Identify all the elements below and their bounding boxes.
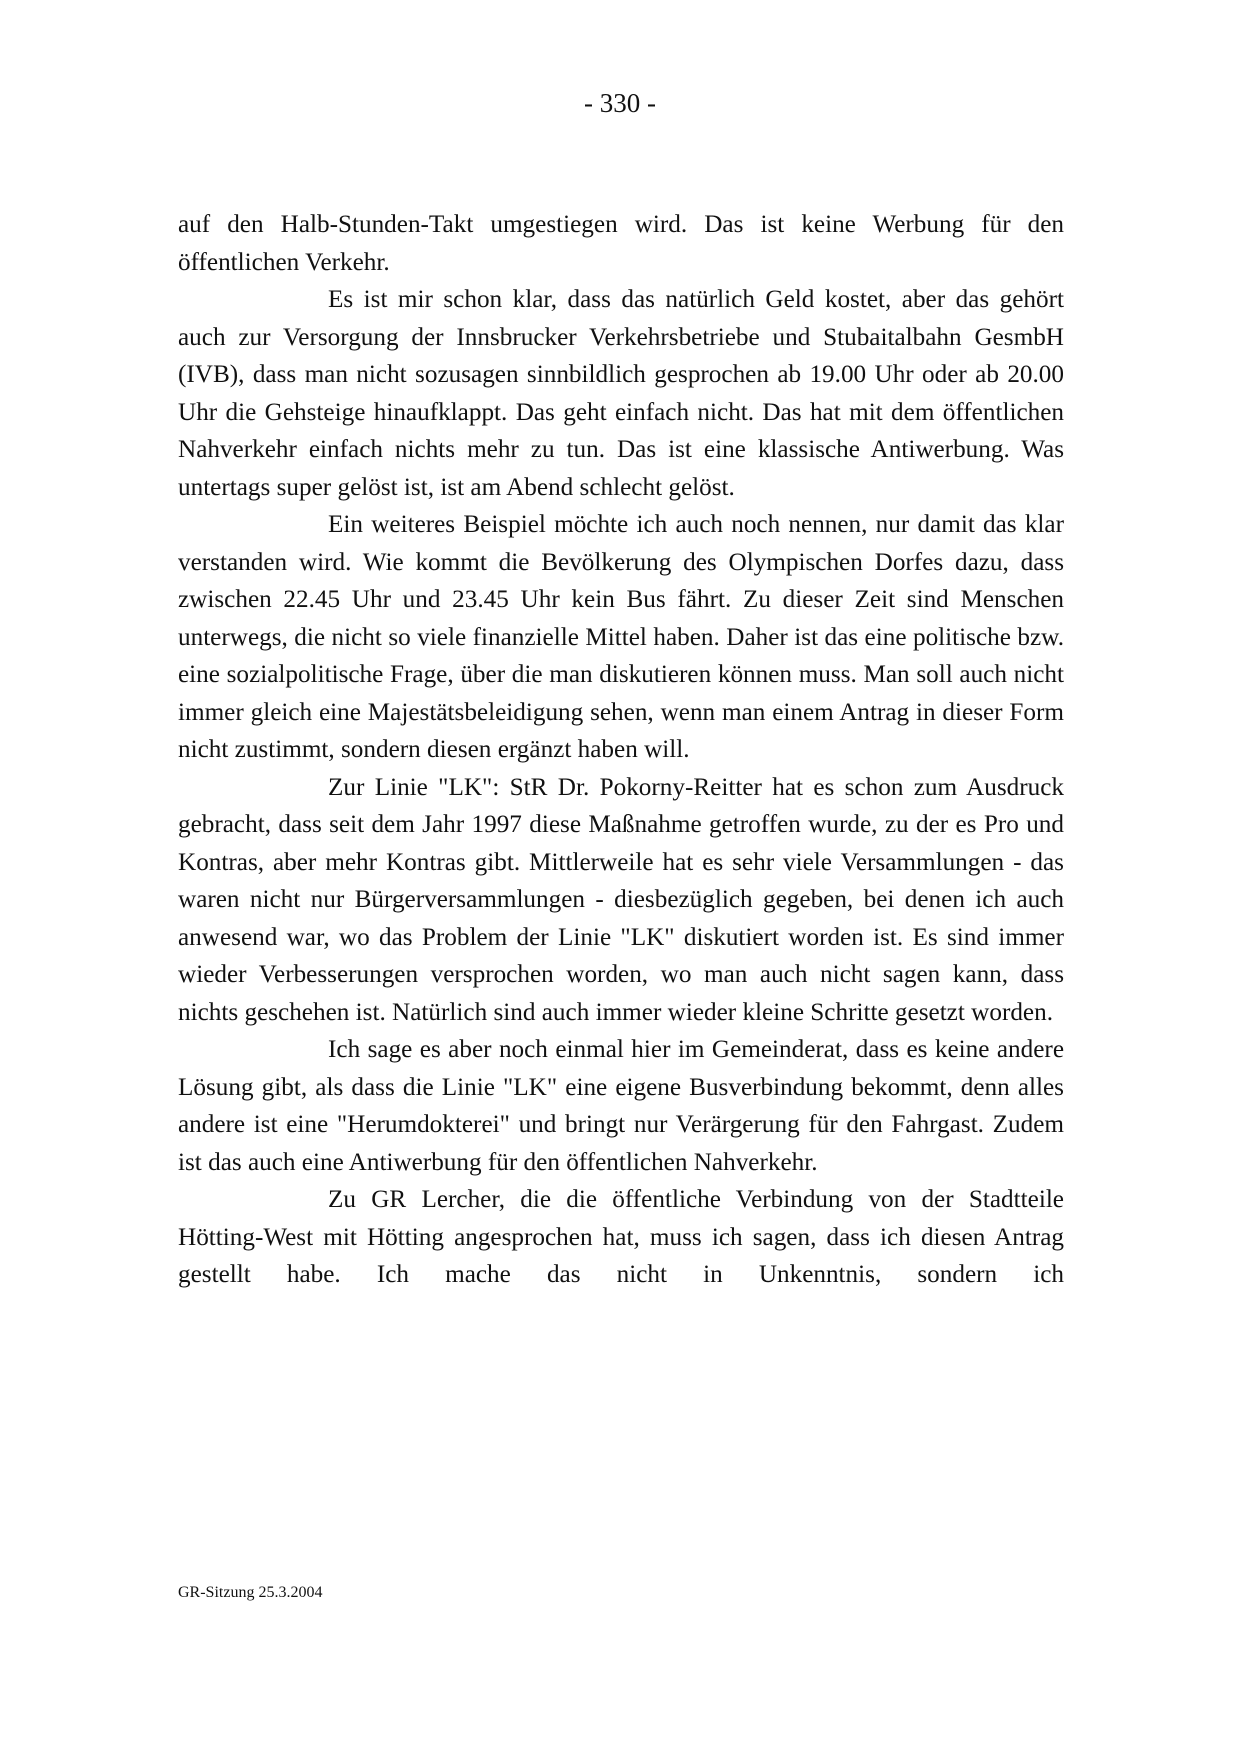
paragraph-3: Ein weiteres Beispiel möchte ich auch noch nennen, nur damit das klar verstanden wird. Wie kommt die Bevölkerung des Olympischen Dorfes dazu, dass zwischen 22.45 Uhr und 23.45 Uhr kein Bus fährt. Zu dieser Zeit sind Menschen unterwegs, die nicht so viele finanzielle Mittel haben. Daher ist das eine politische bzw. eine sozialpolitische Frage, über die man diskutieren können muss. Man soll auch nicht immer gleich eine Majestätsbeleidigung sehen, wenn man einem Antrag in dieser Form nicht zustimmt, sondern diesen ergänzt haben will. — [178, 511, 1064, 763]
page-number: - 330 - — [584, 88, 656, 118]
paragraph-5: Ich sage es aber noch einmal hier im Gemeinderat, dass es keine andere Lösung gibt, als dass die Linie "LK" eine eigene Busverbindung bekommt, denn alles andere ist eine "Herumdokterei" und bringt nur Verärgerung für den Fahrgast. Zudem ist das auch eine Antiwerbung für den öffentlichen Nahverkehr. — [178, 1036, 1064, 1176]
paragraph-1: auf den Halb-Stunden-Takt umgestiegen wird. Das ist keine Werbung für den öffentlichen Verkehr. — [178, 211, 1064, 276]
paragraph-2: Es ist mir schon klar, dass das natürlich Geld kostet, aber das gehört auch zur Versorgung der Innsbrucker Verkehrsbetriebe und Stubaitalbahn GesmbH (IVB), dass man nicht sozusagen sinnbildlich gesprochen ab 19.00 Uhr oder ab 20.00 Uhr die Gehsteige hinaufklappt. Das geht einfach nicht. Das hat mit dem öffentlichen Nahverkehr einfach nichts mehr zu tun. Das ist eine klassische Antiwerbung. Was untertags super gelöst ist, ist am Abend schlecht gelöst. — [178, 286, 1064, 501]
paragraph-6: Zu GR Lercher, die die öffentliche Verbindung von der Stadtteile Hötting-West mit Hötting angesprochen hat, muss ich sagen, dass ich diesen Antrag gestellt habe. Ich mache das nicht in Unkenntnis, sondern ich — [178, 1186, 1064, 1288]
document-body — [178, 206, 1064, 1294]
paragraph-4: Zur Linie "LK": StR Dr. Pokorny-Reitter hat es schon zum Ausdruck gebracht, dass seit dem Jahr 1997 diese Maßnahme getroffen wurde, zu der es Pro und Kontras, aber mehr Kontras gibt. Mittlerweile hat es sehr viele Versammlungen - das waren nicht nur Bürgerversammlungen - diesbezüglich gegeben, bei denen ich auch anwesend war, wo das Problem der Linie "LK" diskutiert worden ist. Es sind immer wieder Verbesserungen versprochen worden, wo man auch nicht sagen kann, dass nichts geschehen ist. Natürlich sind auch immer wieder kleine Schritte gesetzt worden. — [178, 773, 1064, 1026]
footer-session-date: GR-Sitzung 25.3.2004 — [178, 1584, 323, 1601]
